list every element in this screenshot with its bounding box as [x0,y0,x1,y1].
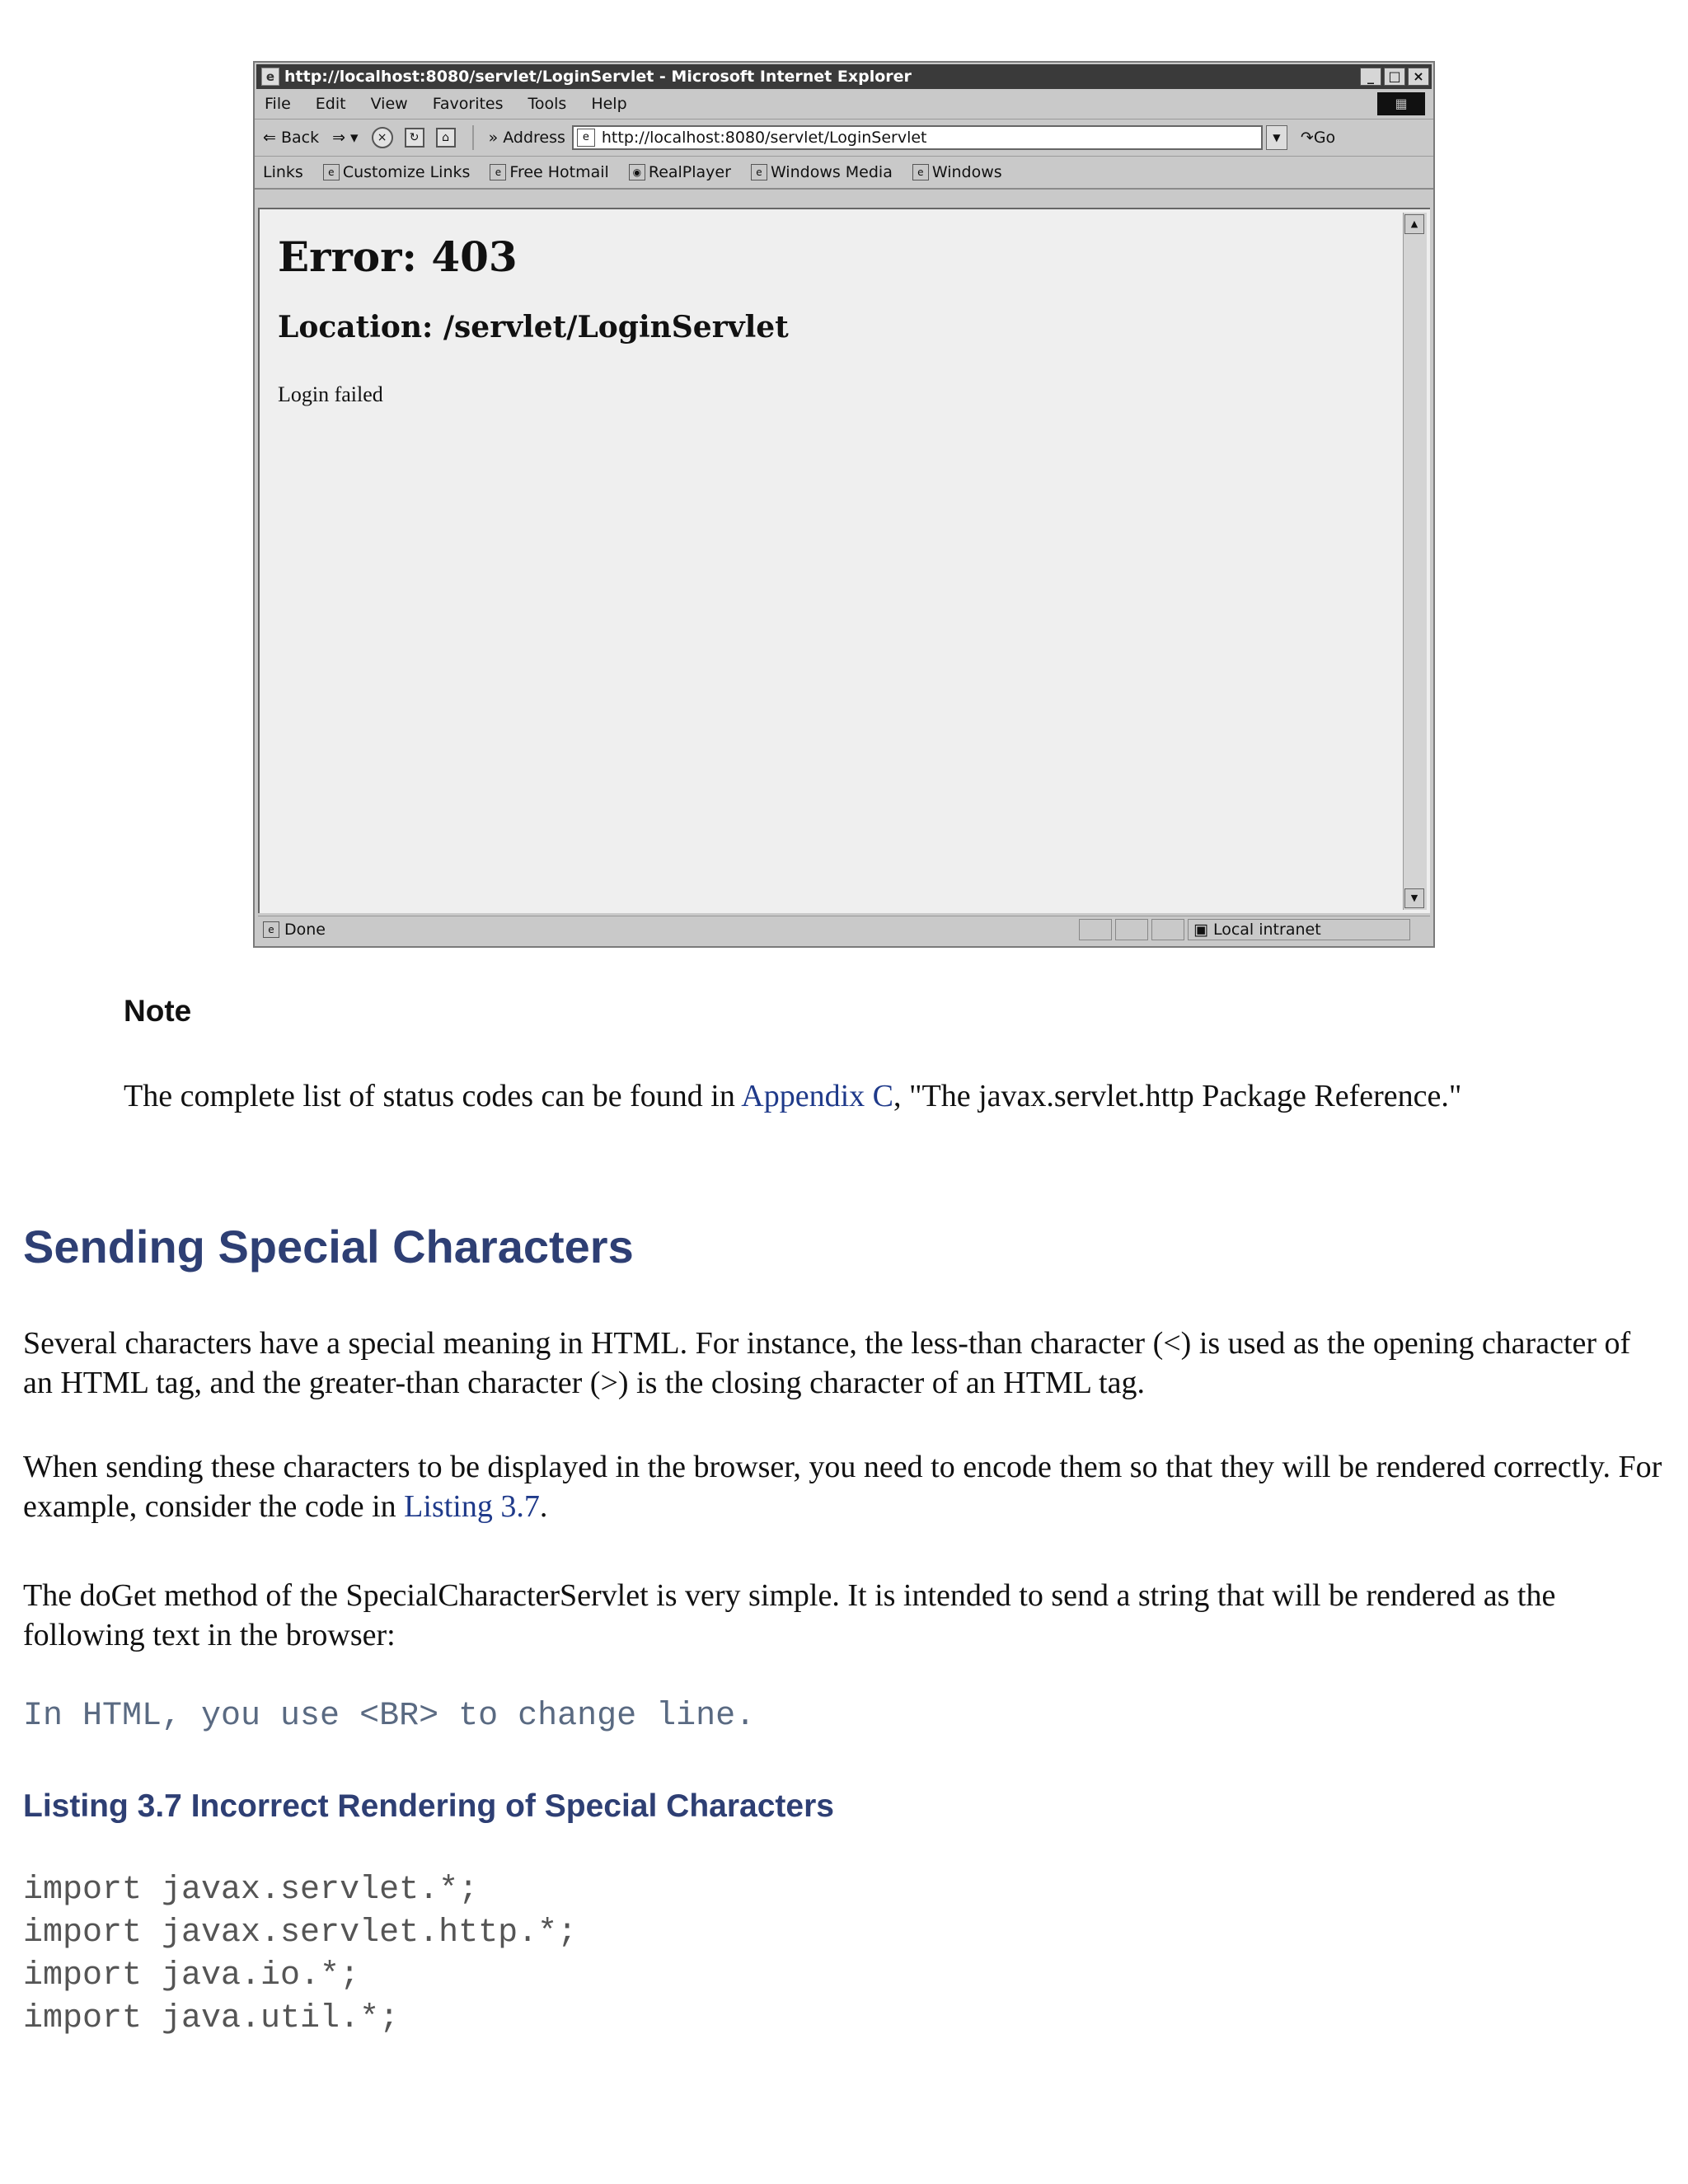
link-free-hotmail[interactable] [490,163,608,181]
status-bar [258,916,1430,943]
menu-favorites[interactable]: Favorites [432,95,504,113]
code-listing [23,1869,577,2041]
links-label: Links [263,163,303,181]
paragraph-encoding-end: . [539,1489,548,1524]
listing-3-7-link[interactable]: Listing 3.7 [404,1489,540,1524]
stop-icon[interactable]: × [372,127,393,148]
paragraph-doget: The doGet method of the SpecialCharacterServlet is very simple. It is intended to send a string that will be rendered as the following text in the browser: [23,1578,1556,1652]
paragraph-encoding [23,1447,1663,1526]
browser-content-area [258,208,1430,913]
close-button[interactable]: × [1408,68,1429,86]
menu-file[interactable]: File [265,95,291,113]
status-zone [1188,919,1410,940]
link-label: Windows Media [770,163,893,181]
minimize-button[interactable]: _ [1360,68,1381,86]
page-icon: e [263,921,279,938]
address-value: http://localhost:8080/servlet/LoginServlet [601,129,927,147]
menu-tools[interactable]: Tools [528,95,567,113]
address-label: Address [503,129,565,147]
link-windows-media[interactable] [751,163,893,181]
page-icon: e [490,164,506,180]
scroll-up-icon[interactable]: ▲ [1404,214,1424,234]
code-line: import java.util.*; [23,2000,400,2037]
link-realplayer[interactable] [629,163,731,181]
link-label: Customize Links [342,163,471,181]
zone-label: Local intranet [1212,921,1321,939]
menu-help[interactable]: Help [591,95,627,113]
page-icon: e [577,129,595,147]
link-label: Windows [931,163,1002,181]
page-icon: e [751,164,767,180]
refresh-icon[interactable]: ↻ [405,128,424,148]
back-button[interactable]: ⇐ Back [263,129,320,147]
ie-page-icon: e [261,68,279,86]
code-line: import javax.servlet.http.*; [23,1915,578,1952]
note-text [124,1078,1461,1114]
go-label: Go [1313,129,1336,147]
page-icon: e [912,164,929,180]
toolbar-divider [472,125,474,150]
address-field[interactable] [572,125,1263,150]
browser-toolbar [255,120,1433,157]
go-arrow-icon: ↷ [1300,129,1314,147]
status-done [263,921,1079,939]
link-windows[interactable] [912,163,1002,181]
section-heading: Sending Special Characters [23,1221,634,1272]
go-button[interactable] [1301,129,1335,147]
status-label: Done [284,921,326,939]
note-text-after: , "The javax.servlet.http Package Reference." [893,1079,1462,1113]
toolbar-chevron[interactable]: » [488,129,499,147]
code-line: import java.io.*; [23,1957,360,1994]
paragraph-encoding-text: When sending these characters to be displayed in the browser, you need to encode them so that they will be rendered correctly. For example, consider the code in [23,1450,1662,1524]
browser-title: http://localhost:8080/servlet/LoginServlet - Microsoft Internet Explorer [284,68,912,86]
forward-button[interactable]: ⇒ ▾ [332,129,359,147]
appendix-c-link[interactable]: Appendix C [741,1079,893,1113]
location-heading: Location: /servlet/LoginServlet [278,310,789,344]
paragraph-special-characters: Several characters have a special meaning in HTML. For instance, the less-than character (<) is used as the opening character of an HTML tag, and the greater-than character (>) is the closing character of an HTML tag. [23,1326,1631,1400]
menu-view[interactable]: View [370,95,408,113]
home-icon[interactable]: ⌂ [436,128,456,148]
address-dropdown-icon[interactable]: ▼ [1266,125,1287,150]
realplayer-icon: ◉ [629,164,645,180]
note-text-before: The complete list of status codes can be found in [124,1079,742,1113]
browser-window-screenshot [253,61,1435,948]
link-customize-links[interactable] [323,163,471,181]
link-label: RealPlayer [648,163,731,181]
maximize-button[interactable]: □ [1384,68,1405,86]
listing-title: Listing 3.7 Incorrect Rendering of Special Characters [23,1788,834,1824]
note-title: Note [124,994,192,1028]
menu-edit[interactable]: Edit [315,95,346,113]
status-pane [1115,919,1148,940]
error-message: Login failed [278,382,383,406]
intranet-icon: ▣ [1193,921,1208,939]
status-pane [1151,919,1184,940]
link-label: Free Hotmail [509,163,609,181]
links-bar [255,157,1433,190]
code-line: import javax.servlet.*; [23,1872,479,1909]
windows-logo-icon: ▦ [1377,92,1425,115]
error-heading: Error: 403 [278,232,518,281]
browser-menu-bar [255,89,1433,120]
page-icon: e [323,164,340,180]
sample-output-code: In HTML, you use <BR> to change line. [23,1698,756,1735]
browser-title-bar [256,64,1432,89]
vertical-scrollbar[interactable] [1403,213,1427,910]
status-pane [1079,919,1112,940]
scroll-down-icon[interactable]: ▼ [1404,888,1424,908]
